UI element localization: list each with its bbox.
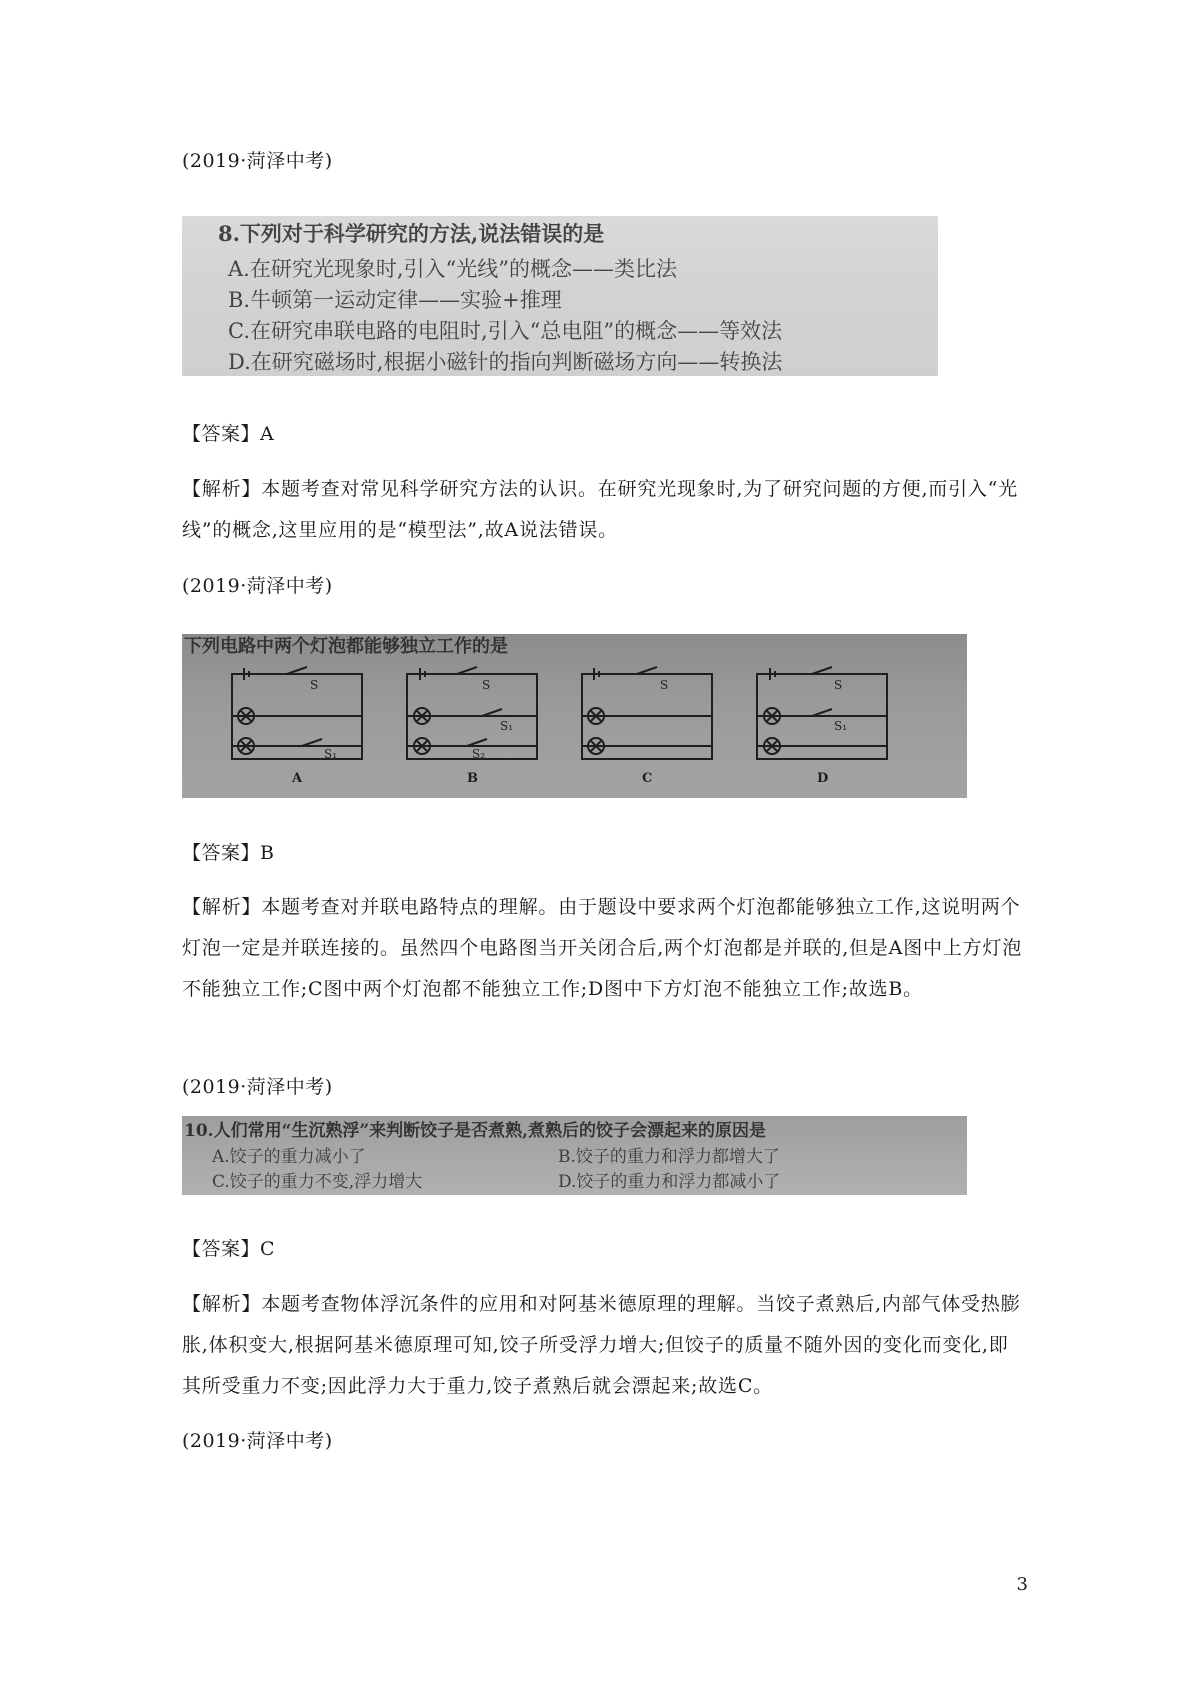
circuit-d [757,667,887,759]
circuit-label: B [467,771,478,786]
circuit-diagrams [182,634,967,798]
option-b: B.饺子的重力和浮力都增大了 [558,1147,780,1167]
source-label: (2019·菏泽中考) [182,1076,333,1098]
option-b: B.牛顿第一运动定律——实验+推理 [228,288,562,312]
switch-label: S₁ [834,719,848,733]
switch-label: S₁ [500,719,514,733]
question-9-image [182,634,967,798]
page-number: 3 [1016,1574,1028,1595]
analysis-paragraph: 【解析】本题考查对常见科学研究方法的认识。在研究光现象时,为了研究问题的方便,而引入“光线”的概念,这里应用的是“模型法”,故A说法错误。 [182,478,1018,541]
question-8-image [182,216,938,376]
analysis-paragraph: 【解析】本题考查对并联电路特点的理解。由于题设中要求两个灯泡都能够独立工作,这说明两个灯泡一定是并联连接的。虽然四个电路图当开关闭合后,两个灯泡都是并联的,但是A图中上方灯泡不能独立工作;C图中两个灯泡都不能独立工作;D图中下方灯泡不能独立工作;故选B。 [182,896,1023,1000]
option-d: D.在研究磁场时,根据小磁针的指向判断磁场方向——转换法 [228,350,783,374]
option-a: A.在研究光现象时,引入“光线”的概念——类比法 [228,257,677,281]
question-stem: 10.人们常用“生沉熟浮”来判断饺子是否煮熟,煮熟后的饺子会漂起来的原因是 [184,1121,767,1141]
question-stem: 8.下列对于科学研究的方法,说法错误的是 [218,221,605,246]
circuit-b [407,667,537,759]
answer-label: 【答案】B [182,842,275,864]
switch-label: S [482,678,491,692]
circuit-label: A [292,771,303,786]
circuit-label: C [642,771,653,786]
answer-label: 【答案】A [182,423,275,445]
source-label: (2019·菏泽中考) [182,150,333,172]
option-d: D.饺子的重力和浮力都减小了 [558,1172,781,1192]
option-a: A.饺子的重力减小了 [212,1147,366,1167]
question-stem: 下列电路中两个灯泡都能够独立工作的是 [184,636,508,657]
circuit-a [232,667,362,759]
source-label: (2019·菏泽中考) [182,1430,333,1452]
source-label: (2019·菏泽中考) [182,575,333,597]
switch-label: S [834,678,843,692]
switch-label: S [310,678,319,692]
switch-label: S₂ [472,747,486,761]
option-c: C.在研究串联电路的电阻时,引入“总电阻”的概念——等效法 [228,319,783,343]
circuit-label: D [817,771,829,786]
option-c: C.饺子的重力不变,浮力增大 [212,1172,423,1192]
question-10-image [182,1116,967,1195]
switch-label: S [660,678,669,692]
circuit-c [582,667,712,759]
answer-label: 【答案】C [182,1238,276,1260]
analysis-paragraph: 【解析】本题考查物体浮沉条件的应用和对阿基米德原理的理解。当饺子煮熟后,内部气体受热膨胀,体积变大,根据阿基米德原理可知,饺子所受浮力增大;但饺子的质量不随外因的变化而变化,即其所受重力不变;因此浮力大于重力,饺子煮熟后就会漂起来;故选C。 [182,1293,1021,1397]
switch-label: S₁ [324,747,338,761]
